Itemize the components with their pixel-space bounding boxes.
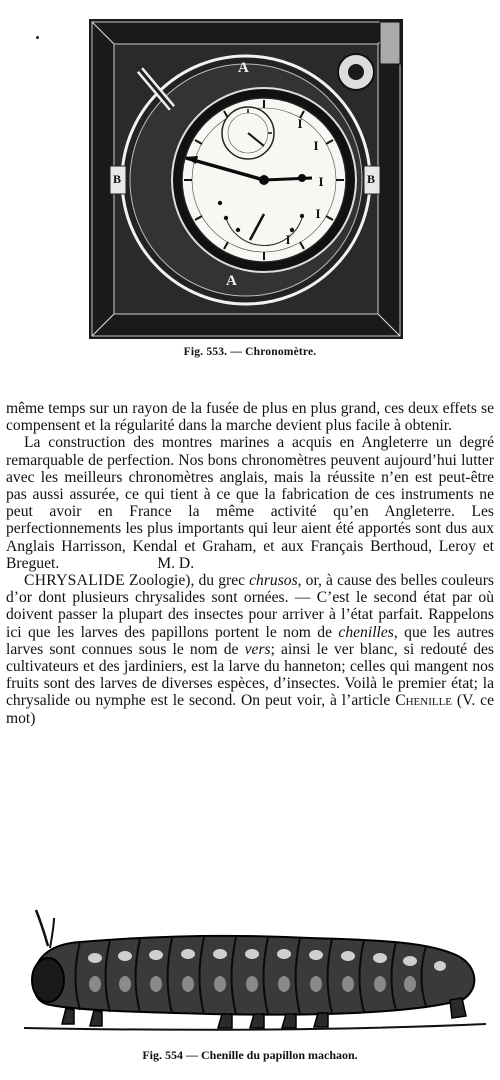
box-letter-right: B xyxy=(367,172,376,186)
caterpillar-illustration xyxy=(10,906,490,1036)
cross-reference-chenille: Chenille xyxy=(395,692,453,710)
term-chrusos: chrusos xyxy=(249,572,298,590)
chrysalide-text-e: (V. ce mot) xyxy=(6,692,494,727)
paragraph-marine-watches-text: La construction des montres marines a acquis en Angleterre un degré remarquable de perfection. Nos bons chronomètres peuvent aujourd’hui lutter avec les meilleurs chronomètres anglais, mais la réussite n’en est peut-être pas aussi assurée, ce qui tient à ce que la fabrication de ces instruments ne peut avoir en France la même activité qu’en Angleterre. Les perfectionnements les plus importants qui leur aient été apportés sont dus aux Anglais Harrisson, Kendal et Graham, et aux Français Berthoud, Leroy et Breguet. xyxy=(6,434,494,572)
entry-heading-chrysalide: CHRYSALIDE xyxy=(24,572,125,590)
svg-text:I: I xyxy=(318,174,324,189)
article-text xyxy=(6,400,494,727)
svg-text:I: I xyxy=(313,138,319,153)
author-signature: M. D. xyxy=(157,554,195,572)
figure-553-caption: Fig. 553. — Chronomètre. xyxy=(183,346,317,358)
paragraph-continuation: même temps sur un rayon de la fusée de plus en plus grand, ces deux effets se compensent et la régularité dans la marche devient plus facile à obtenir. xyxy=(6,400,494,435)
box-letter-bottom: A xyxy=(226,273,237,289)
chrysalide-text-d: ; ainsi le ver blanc, si redouté des cultivateurs et des jardiniers, est la larve du hanneton; celles qui mangent nos fruits sont des larves de diverses espèces, d’insectes. Voilà le premier état; la chrysalide ou nymphe est le second. On peut voir, à l’article xyxy=(6,640,494,710)
chrysalide-text-a: Zoologie), du grec xyxy=(124,572,250,590)
paragraph-chrysalide xyxy=(6,572,494,727)
paragraph-marine-watches xyxy=(6,434,494,572)
term-chenilles: chenilles xyxy=(338,623,394,641)
stray-ink-dot xyxy=(36,36,39,39)
svg-text:I: I xyxy=(297,116,303,131)
box-letter-left: B xyxy=(113,172,122,186)
figure-554-caption: Fig. 554 — Chenille du papillon machaon. xyxy=(142,1048,358,1062)
svg-text:I: I xyxy=(285,232,291,247)
chrysalide-text-b: , or, à cause des belles couleurs d’or dont plusieurs chrysalides sont ornées. — C’est le second état par où doivent passer la plupart des insectes pour arriver à l’état parfait. Rappelons ici que les larves des papillons portent le nom de xyxy=(6,572,494,641)
chrysalide-text-c: , que les autres larves sont connues sous le nom de xyxy=(6,623,495,658)
term-vers: vers xyxy=(244,640,271,658)
box-letter-top: A xyxy=(238,60,249,76)
svg-text:I: I xyxy=(315,206,321,221)
